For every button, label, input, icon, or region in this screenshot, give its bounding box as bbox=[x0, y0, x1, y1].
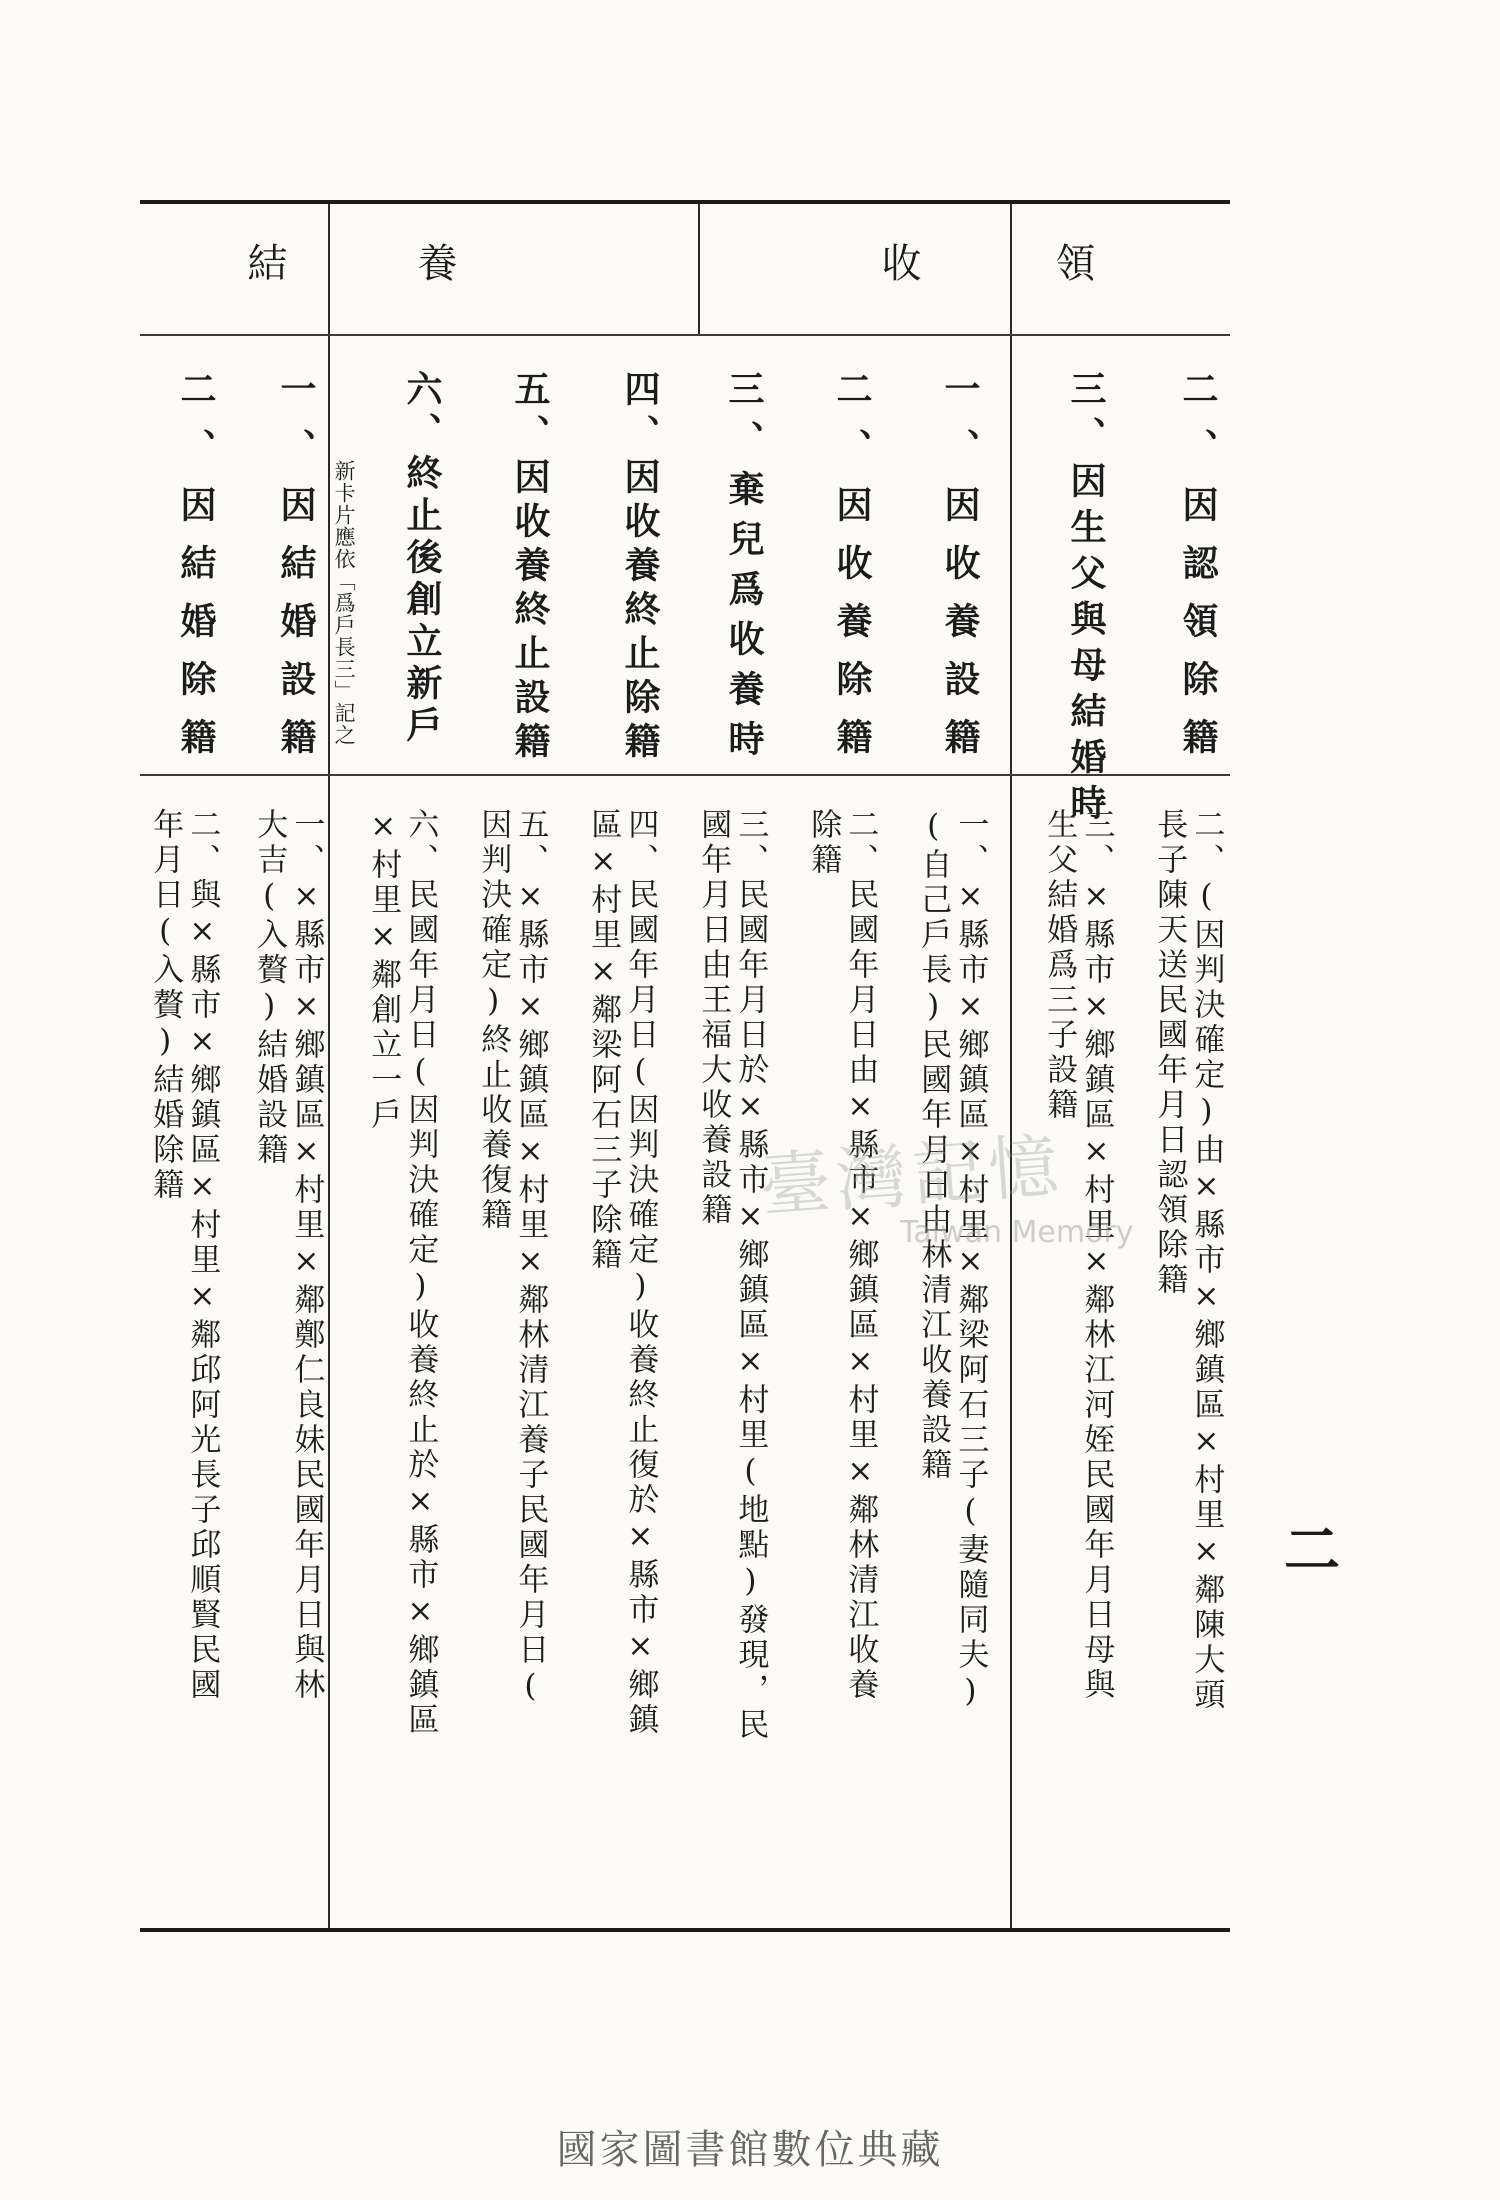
example-line: ×縣市×鄉鎮區×村里×鄰鄭仁良妹民國年月日與林 bbox=[288, 878, 325, 1703]
example-line: 區×村里×鄰梁阿石三子除籍 bbox=[585, 808, 622, 1273]
example-line: ×縣市×鄉鎮區×村里×鄰林江河姪民國年月日母與 bbox=[1078, 878, 1115, 1703]
example-line: 除籍 bbox=[805, 808, 842, 878]
section-divider-ling bbox=[1010, 204, 1012, 1928]
example-number: 二、 bbox=[842, 808, 879, 878]
category-item bbox=[401, 370, 443, 748]
example-number: 六、 bbox=[402, 808, 439, 878]
category-number: 一、 bbox=[939, 370, 981, 486]
example-entry bbox=[1040, 808, 1114, 1908]
header-separator bbox=[140, 334, 1230, 336]
example-line: ×村里×鄰創立一戶 bbox=[365, 808, 402, 1133]
category-item bbox=[939, 370, 981, 776]
category-number: 二、 bbox=[1177, 370, 1219, 486]
example-line: 與×縣市×鄉鎮區×村里×鄰邱阿光長子邱順賢民國 bbox=[184, 878, 221, 1703]
example-entry bbox=[804, 808, 878, 1908]
category-item bbox=[509, 370, 551, 766]
category-text: 因結婚設籍 bbox=[275, 486, 317, 776]
footer-caption: 國家圖書館數位典藏 bbox=[556, 2127, 944, 2173]
category-number: 六、 bbox=[401, 370, 443, 454]
example-entry bbox=[584, 808, 658, 1908]
example-entry bbox=[250, 808, 324, 1908]
example-line: 國年月日由王福大收養設籍 bbox=[695, 808, 732, 1228]
example-line: ×縣市×鄉鎮區×村里×鄰梁阿石三子(妻隨同夫) bbox=[952, 878, 989, 1713]
section-header-jie: 結 bbox=[241, 242, 287, 282]
category-item bbox=[175, 370, 217, 776]
category-text: 因收養終止除籍 bbox=[619, 458, 661, 766]
category-item bbox=[831, 370, 873, 776]
watermark-text: 臺灣記憶 bbox=[757, 1124, 1067, 1228]
example-entry bbox=[474, 808, 548, 1908]
category-number: 二、 bbox=[831, 370, 873, 486]
example-line: ×縣市×鄉鎮區×村里×鄰林清江養子民國年月日( bbox=[512, 878, 549, 1708]
example-entry bbox=[914, 808, 988, 1908]
example-number: 三、 bbox=[732, 808, 769, 878]
category-text: 因收養設籍 bbox=[939, 486, 981, 776]
example-line: 民國年月日(因判決確定)收養終止於×縣市×鄉鎮區 bbox=[402, 878, 439, 1738]
example-number: 一、 bbox=[952, 808, 989, 878]
example-number: 二、 bbox=[184, 808, 221, 878]
page-number: 二 bbox=[1275, 1520, 1341, 1576]
category-text: 終止後創立新戶 bbox=[401, 454, 443, 748]
category-text: 因收養終止設籍 bbox=[509, 458, 551, 766]
section-header-shou: 收 bbox=[875, 242, 921, 282]
category-item bbox=[1177, 370, 1219, 776]
example-number: 二、 bbox=[1188, 808, 1225, 878]
section-divider-yang-jie bbox=[328, 204, 330, 1928]
category-item bbox=[275, 370, 317, 776]
example-line: 長子陳天送民國年月日認領除籍 bbox=[1151, 808, 1188, 1298]
category-number: 三、 bbox=[723, 370, 765, 470]
category-text: 因收養除籍 bbox=[831, 486, 873, 776]
example-line: 生父結婚爲三子設籍 bbox=[1041, 808, 1078, 1123]
example-line: 年月日(入贅)結婚除籍 bbox=[147, 808, 184, 1203]
top-rule bbox=[140, 200, 1230, 204]
category-number: 四、 bbox=[619, 370, 661, 458]
category-note: 新卡片應依「爲戶長三」記之 bbox=[332, 460, 357, 746]
watermark-subtext: Taiwan Memory bbox=[900, 1215, 1134, 1250]
category-text: 棄兒爲收養時 bbox=[723, 470, 765, 770]
category-item bbox=[619, 370, 661, 766]
section-header-yang: 養 bbox=[411, 242, 457, 282]
category-number: 二、 bbox=[175, 370, 217, 486]
category-text: 因認領除籍 bbox=[1177, 486, 1219, 776]
example-line: 大吉(入贅)結婚設籍 bbox=[251, 808, 288, 1168]
bottom-rule bbox=[140, 1928, 1230, 1932]
example-entry bbox=[694, 808, 768, 1908]
example-line: (因判決確定)由×縣市×鄉鎮區×村里×鄰陳大頭 bbox=[1188, 878, 1225, 1713]
category-item bbox=[1065, 370, 1107, 830]
category-number: 三、 bbox=[1065, 370, 1107, 462]
category-text: 因結婚除籍 bbox=[175, 486, 217, 776]
example-number: 四、 bbox=[622, 808, 659, 878]
category-text: 因生父與母結婚時 bbox=[1065, 462, 1107, 830]
example-entry bbox=[146, 808, 220, 1908]
example-line: 因判決確定)終止收養復籍 bbox=[475, 808, 512, 1233]
category-number: 一、 bbox=[275, 370, 317, 486]
example-entry bbox=[364, 808, 438, 1908]
section-divider-shou-yang bbox=[698, 204, 700, 334]
example-entry bbox=[1150, 808, 1224, 1908]
category-item bbox=[723, 370, 765, 770]
example-number: 一、 bbox=[288, 808, 325, 878]
category-number: 五、 bbox=[509, 370, 551, 458]
example-line: (自己戶長)民國年月日由林清江收養設籍 bbox=[915, 808, 952, 1483]
section-header-ling: 領 bbox=[1049, 242, 1095, 282]
example-line: 民國年月日由×縣市×鄉鎮區×村里×鄰林清江收養 bbox=[842, 878, 879, 1703]
example-line: 民國年月日(因判決確定)收養終止復於×縣市×鄉鎮 bbox=[622, 878, 659, 1738]
example-line: 民國年月日於×縣市×鄉鎮區×村里(地點)發現，民 bbox=[732, 878, 769, 1743]
example-number: 三、 bbox=[1078, 808, 1115, 878]
example-number: 五、 bbox=[512, 808, 549, 878]
